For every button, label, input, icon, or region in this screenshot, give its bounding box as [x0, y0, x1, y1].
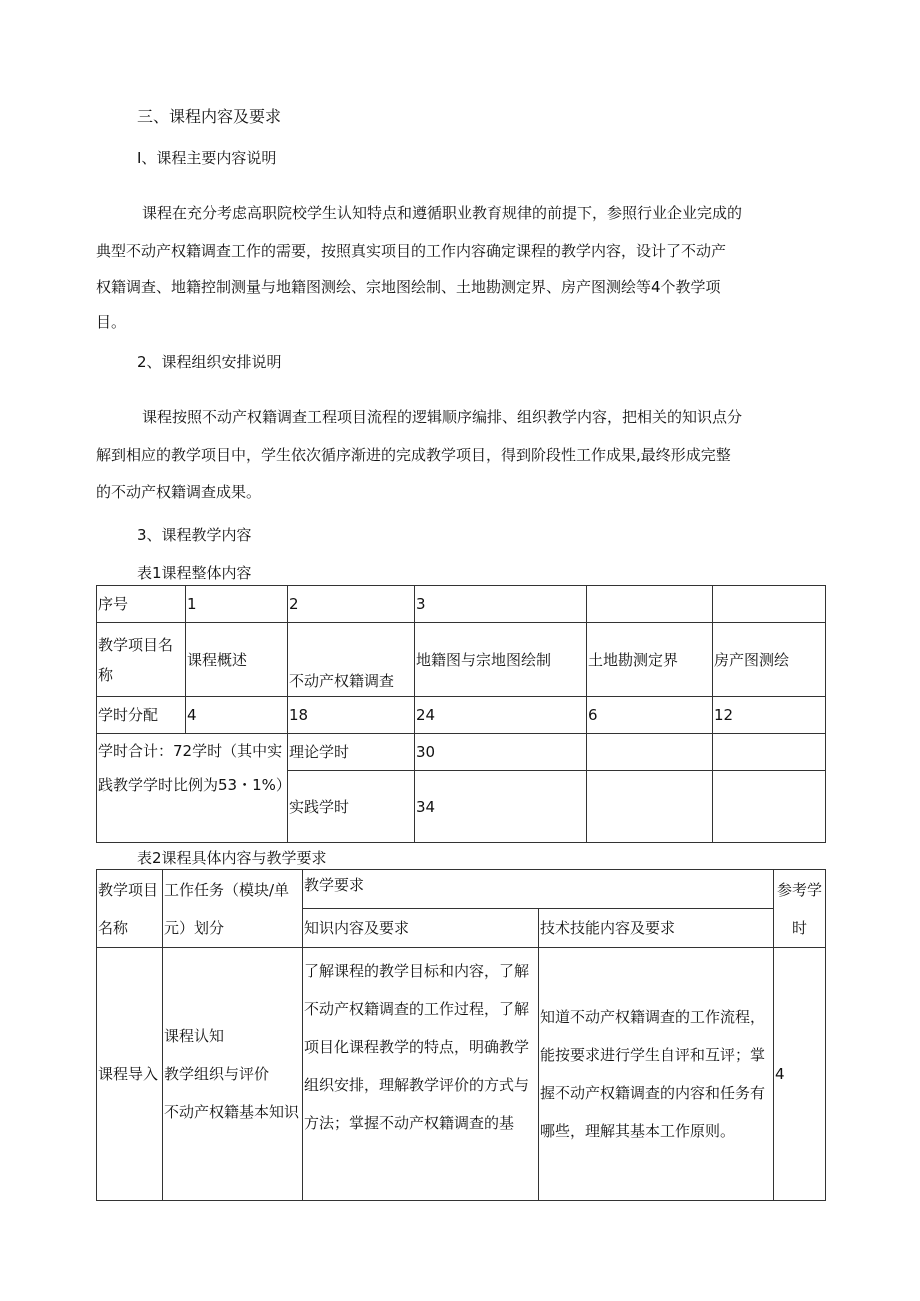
paragraph-line: 解到相应的教学项目中，学生依次循序渐进的完成教学项目，得到阶段性工作成果,最终形成完整: [96, 446, 731, 464]
header-cell: 知识内容及要求: [303, 909, 539, 948]
project-cell: 课程导入: [97, 948, 163, 1201]
table-caption: 表2课程具体内容与教学要求: [137, 849, 327, 867]
task-line: 课程认知: [164, 1027, 225, 1045]
task-line: 教学组织与评价: [164, 1065, 270, 1083]
table-cell: 教学项目名称: [97, 623, 186, 697]
knowledge-cell: 了解课程的教学目标和内容，了解不动产权籍调查的工作过程，了解项目化课程教学的特点，明确教学组织安排，理解教学评价的方式与方法；掌握不动产权籍调查的基: [303, 948, 539, 1201]
table-row: [97, 586, 826, 623]
course-overview-table: [96, 585, 826, 843]
header-cell: 教学项目名称: [97, 870, 163, 948]
table-cell: [587, 771, 713, 843]
table-cell: 4: [186, 697, 288, 734]
paragraph-line: 课程在充分考虑高职院校学生认知特点和遵循职业教育规律的前提下，参照行业企业完成的: [142, 204, 743, 222]
table-cell: 24: [415, 697, 587, 734]
header-cell: 技术技能内容及要求: [539, 909, 774, 948]
paragraph-line: 的不动产权籍调查成果。: [96, 483, 262, 501]
paragraph-line: 课程按照不动产权籍调查工程项目流程的逻辑顺序编排、组织教学内容，把相关的知识点分: [142, 408, 743, 426]
table-cell: 序号: [97, 586, 186, 623]
table-cell: 1: [186, 586, 288, 623]
paragraph-line: 典型不动产权籍调查工作的需要，按照真实项目的工作内容确定课程的教学内容，设计了不动产: [96, 242, 727, 260]
table-cell: 6: [587, 697, 713, 734]
total-hours-cell: 学时合计：72学时（其中实践教学学时比例为53・1%）: [97, 734, 288, 843]
table-cell: [587, 586, 713, 623]
table-cell: [713, 586, 826, 623]
table-cell: 不动产权籍调查: [288, 623, 415, 697]
table-cell: 实践学时: [288, 771, 415, 843]
table-row: [97, 948, 826, 1201]
table-cell: 18: [288, 697, 415, 734]
table-cell: 地籍图与宗地图绘制: [415, 623, 587, 697]
header-cell: 参考学时: [774, 870, 826, 948]
table-cell: 课程概述: [186, 623, 288, 697]
table-cell: [713, 734, 826, 771]
task-line: 不动产权籍基本知识: [164, 1103, 300, 1121]
skill-cell: 知道不动产权籍调查的工作流程，能按要求进行学生自评和互评；掌握不动产权籍调查的内容和任务有哪些，理解其基本工作原则。: [539, 948, 774, 1201]
table-row: [97, 734, 826, 771]
subsection-heading-3: 3、课程教学内容: [137, 526, 252, 544]
table-cell: [587, 734, 713, 771]
table-row: [97, 870, 826, 909]
tasks-cell: [163, 948, 303, 1201]
table-cell: 理论学时: [288, 734, 415, 771]
table-caption: 表1课程整体内容: [137, 564, 252, 582]
header-cell: 工作任务（模块/单元）划分: [163, 870, 303, 948]
table-cell: 学时分配: [97, 697, 186, 734]
hours-cell: 4: [774, 948, 826, 1201]
table-row: [97, 623, 826, 697]
table-cell: 土地勘测定界: [587, 623, 713, 697]
table-cell: 30: [415, 734, 587, 771]
course-detail-table: [96, 869, 826, 1201]
table-cell: 34: [415, 771, 587, 843]
table-cell: 房产图测绘: [713, 623, 826, 697]
subsection-heading-2: 2、课程组织安排说明: [137, 353, 282, 371]
section-heading: 三、课程内容及要求: [137, 107, 282, 126]
subsection-heading-1: I、课程主要内容说明: [137, 149, 277, 167]
table-cell: 12: [713, 697, 826, 734]
table-row: [97, 697, 826, 734]
table-cell: 3: [415, 586, 587, 623]
paragraph-line: 权籍调查、地籍控制测量与地籍图测绘、宗地图绘制、土地勘测定界、房产图测绘等4个教学项: [96, 278, 721, 296]
paragraph-line: 目。: [96, 313, 127, 331]
table-cell: [713, 771, 826, 843]
table-cell: 2: [288, 586, 415, 623]
header-cell: 教学要求: [303, 870, 774, 909]
